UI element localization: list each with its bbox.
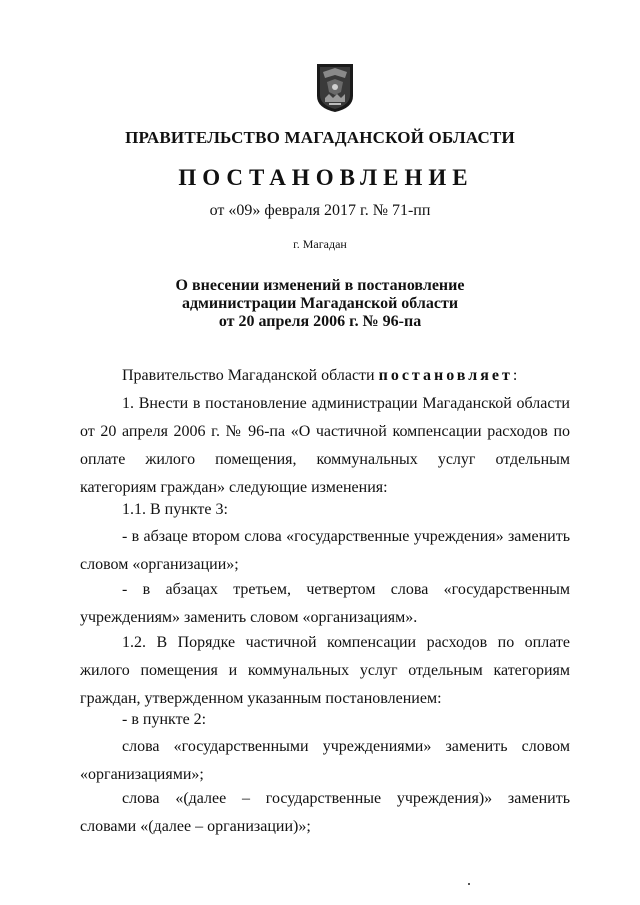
coat-of-arms-icon: [315, 62, 355, 114]
title-line-1: О внесении изменений в постановление: [175, 277, 465, 294]
paragraph-words-1-text: слова «государственными учреждениями» заменить словом «организациями»;: [80, 738, 570, 783]
paragraph-abzac-2: [80, 523, 570, 579]
paragraph-abzac-2-text: - в абзаце втором слова «государственные учреждения» заменить словом «организации»;: [80, 528, 570, 573]
government-name: ПРАВИТЕЛЬСТВО МАГАДАНСКОЙ ОБЛАСТИ: [125, 128, 515, 147]
paragraph-1: [80, 390, 570, 502]
coat-of-arms-emblem: [315, 62, 355, 114]
paragraph-1-2: [80, 629, 570, 713]
paragraph-words-2: [80, 785, 570, 841]
paragraph-punkt-2-text: - в пункте 2:: [122, 711, 207, 728]
intro-prefix: Правительство Магаданской области: [122, 367, 379, 384]
document-title: [0, 277, 640, 331]
paragraph-abzac-3-4: [80, 576, 570, 632]
intro-resolves: постановляет: [378, 367, 513, 384]
paragraph-words-1: [80, 733, 570, 789]
title-line-2: администрации Магаданской области: [181, 295, 459, 312]
paragraph-1-1: [80, 496, 570, 524]
paragraph-abzac-3-4-text: - в абзацах третьем, четвертом слова «государственным учреждениям» заменить словом «организациям».: [80, 581, 570, 626]
paragraph-1-1-text: 1.1. В пункте 3:: [122, 501, 228, 518]
document-city: г. Магадан: [293, 237, 347, 251]
title-line-3: от 20 апреля 2006 г. № 96-па: [218, 313, 422, 330]
intro-suffix: :: [512, 367, 518, 384]
paragraph-words-2-text: слова «(далее – государственные учреждения)» заменить словами «(далее – организации)»;: [80, 790, 570, 835]
document-type: ПОСТАНОВЛЕНИЕ: [178, 165, 474, 190]
scan-speck: [468, 883, 470, 885]
paragraph-1-2-text: 1.2. В Порядке частичной компенсации расходов по оплате жилого помещения и коммунальных услуг отдельным категориям граждан, утвержденном указанным постановлением:: [80, 634, 570, 707]
intro-paragraph: [80, 362, 570, 390]
paragraph-punkt-2: [80, 706, 570, 734]
document-date-number: от «09» февраля 2017 г. № 71-пп: [209, 202, 431, 219]
paragraph-1-text: 1. Внести в постановление администрации Магаданской области от 20 апреля 2006 г. № 96-па «О частичной компенсации расходов по оплате жилого помещения, коммунальных услуг отдельным категориям граждан» следующие изменения:: [80, 395, 570, 496]
